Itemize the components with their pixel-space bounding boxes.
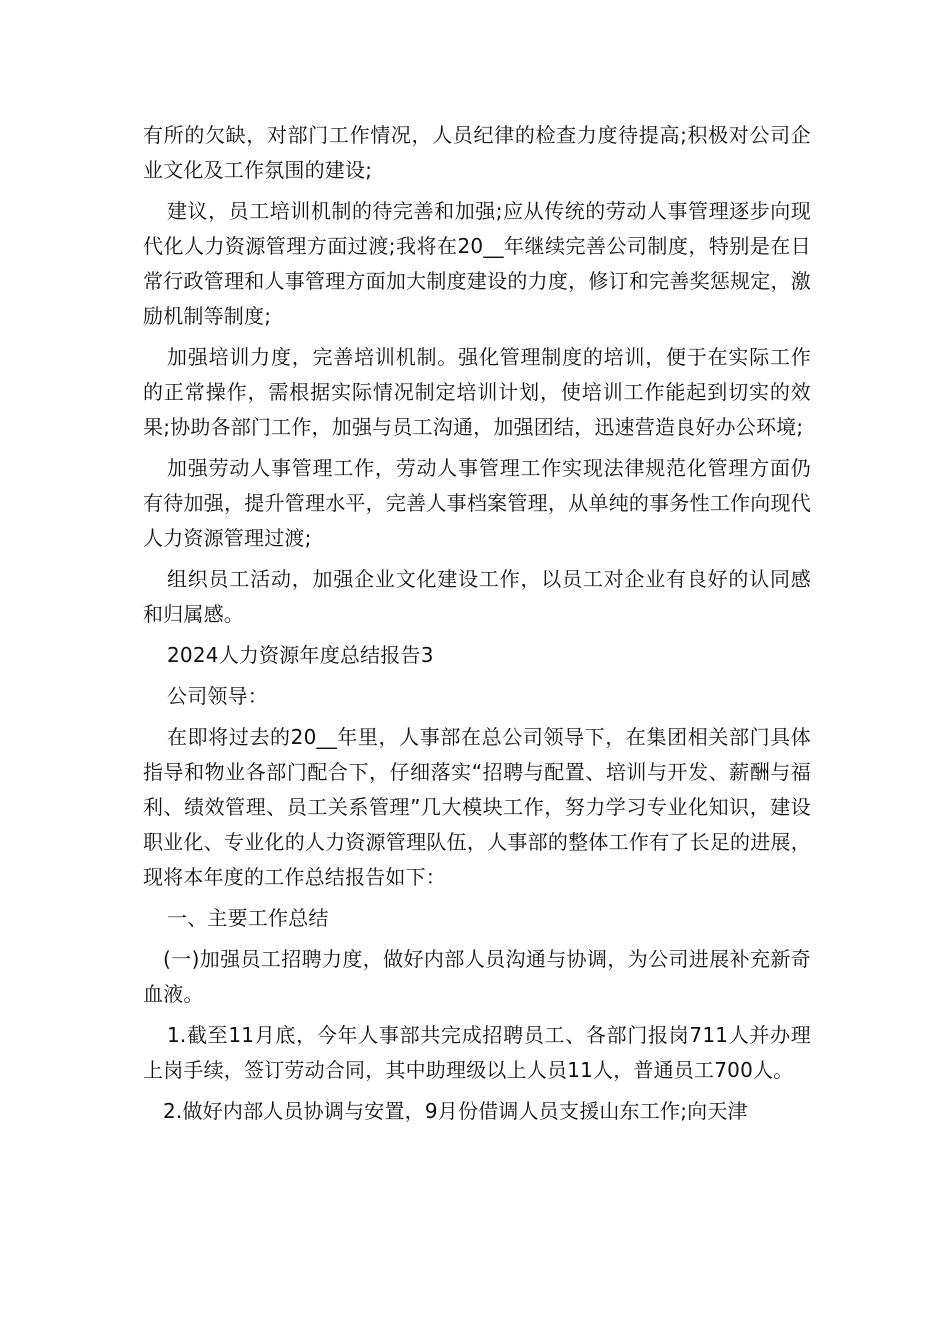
paragraph-labor-management: 加强劳动人事管理工作，劳动人事管理工作实现法律规范化管理方面仍有待加强，提升管理水平，完善人事档案管理，从单纯的事务性工作向现代人力资源管理过渡; (143, 456, 811, 550)
paragraph-intro: 在即将过去的20__年里，人事部在总公司领导下，在集团相关部门具体指导和物业各部门配合下，仔细落实“招聘与配置、培训与开发、薪酬与福利、绩效管理、员工关系管理”几大模块工作，努力学习专业化知识，建设职业化、专业化的人力资源管理队伍，人事部的整体工作有了长足的进展，现将本年度的工作总结报告如下： (143, 725, 811, 889)
document-body (143, 118, 811, 1135)
subheading-main-summary: 一、主要工作总结 (167, 906, 329, 930)
paragraph-suggestion: 建议，员工培训机制的待完善和加强;应从传统的劳动人事管理逐步向现代化人力资源管理方面过渡;我将在20__年继续完善公司制度，特别是在日常行政管理和人事管理方面加大制度建设的力度，修订和完善奖惩规定，激励机制等制度; (143, 199, 811, 328)
paragraph-training: 加强培训力度，完善培训机制。强化管理制度的培训，便于在实际工作的正常操作，需根据实际情况制定培训计划，使培训工作能起到切实的效果;协助各部门工作，加强与员工沟通，加强团结，迅速营造良好办公环境; (143, 345, 811, 439)
paragraph-activities: 组织员工活动，加强企业文化建设工作，以员工对企业有良好的认同感和归属感。 (143, 567, 811, 626)
paragraph-continuation: 有所的欠缺，对部门工作情况，人员纪律的检查力度待提高;积极对公司企业文化及工作氛围的建设; (143, 123, 811, 182)
subheading-recruitment: (一)加强员工招聘力度，做好内部人员沟通与协调，为公司进展补充新奇血液。 (143, 947, 811, 1006)
salutation: 公司领导： (167, 684, 268, 708)
list-item-2: 2.做好内部人员协调与安置，9月份借调人员支援山东工作;向天津 (163, 1099, 748, 1123)
list-item-1: 1.截至11月底，今年人事部共完成招聘员工、各部门报岗711人并办理上岗手续，签订劳动合同，其中助理级以上人员11人，普通员工700人。 (143, 1023, 811, 1082)
section-heading: 2024人力资源年度总结报告3 (167, 643, 434, 667)
